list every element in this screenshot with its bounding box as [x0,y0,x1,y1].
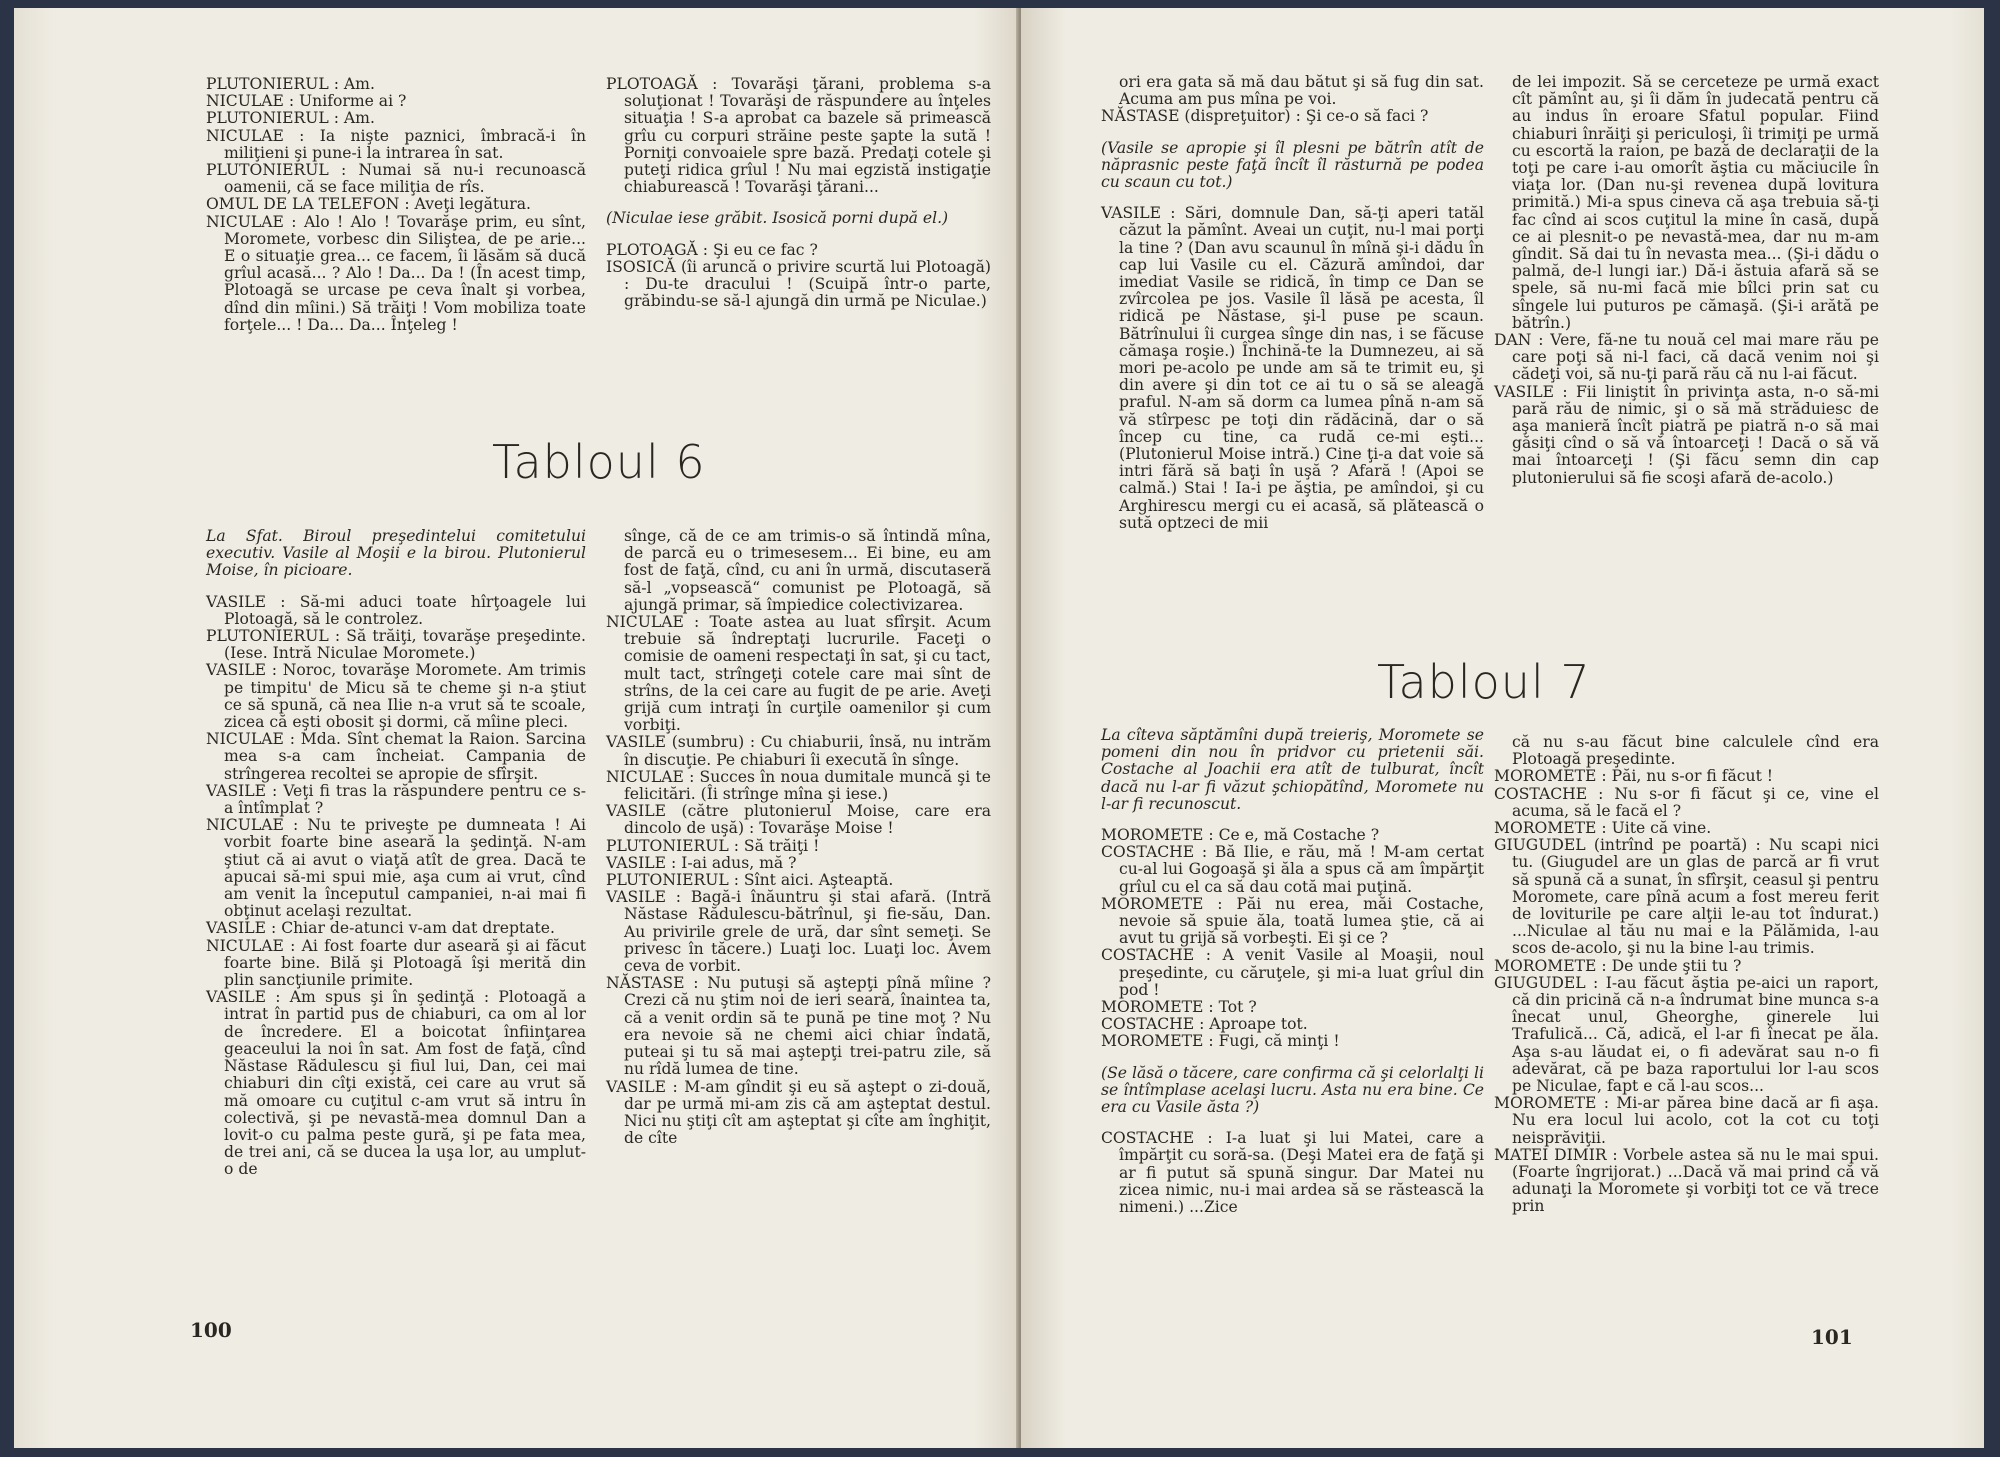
paragraph: ISOSICĂ (îi aruncă o privire scurtă lui Plotoagă) : Du-te dracului ! (Scuipă într-o parte, grăbindu-se să-l ajungă din urmă pe Niculae.) [606,257,991,311]
paragraph: VASILE : Bagă-i înăuntru şi stai afară. (Intră Năstase Rădulescu-bătrînul, şi fie-său, Dan. Au privirile grele de ură, dar sînt semeţi. Se privesc în tăcere.) Luaţi loc. Luaţi loc. Avem ceva de vorbit. [606,888,991,976]
paragraph: VASILE : Să-mi aduci toate hîrţoagele lui Plotoagă, să le controlez. [206,592,586,628]
section-heading-tabloul-7: Tabloul 7 [1377,655,1591,709]
paragraph: PLUTONIERUL : Să trăiţi, tovarăşe preşedinte. (Iese. Intră Niculae Moromete.) [206,627,586,663]
paragraph: MATEI DIMIR : Vorbele astea să nu le mai spui. (Foarte îngrijorat.) ...Dacă vă mai prind că vă adunaţi la Moromete şi vorbiţi tot ce vă trece prin [1494,1145,1879,1216]
paragraph: NICULAE : Succes în noua dumitale muncă şi te felicitări. (Îi strînge mîna şi iese.) [606,767,991,804]
paragraph: MOROMETE : Păi nu erea, măi Costache, nevoie să spuie ăla, toată lumea ştie, că ai avut tu grijă să vorbeşti. Ei şi ce ? [1101,894,1484,948]
paragraph: COSTACHE : I-a luat şi lui Matei, care a împărţit cu soră-sa. (Deşi Matei era de faţă şi ar fi putut să spună singur. Dar Matei nu zicea nimic, nu-i mai ardea să se răstească la nimeni.) ...Zice [1101,1129,1484,1217]
paragraph: NICULAE : Ia nişte paznici, îmbracă-i în miliţieni şi pune-i la intrarea în sat. [206,126,586,162]
paragraph: NICULAE : Mda. Sînt chemat la Raion. Sarcina mea s-a cam încheiat. Campania de strîngerea recoltei se apropie de sfîrşit. [206,730,586,783]
paragraph: MOROMETE : Fugi, că minţi ! [1101,1032,1340,1051]
paragraph: NICULAE : Nu te priveşte pe dumneata ! Ai vorbit foarte bine aseară la şedinţă. N-am ştiut că ai avut o viaţă atît de grea. Dacă te apucai să-mi spui mie, aşa cum ai vrut, cînd am venit la începutul campaniei, n-ai mai fi obţinut acelaşi rezultat. [206,816,586,921]
paragraph: COSTACHE : Bă Ilie, e rău, mă ! M-am certat cu-al lui Gogoaşă şi ăla a spus că am împărţit grîul cu el ca să dau cotă mai puţină. [1101,843,1484,896]
paragraph: MOROMETE : Tot ? [1101,998,1257,1017]
paragraph: sînge, că de ce am trimis-o să întindă mîna, de parcă eu o trimesesem... Ei bine, eu am fost de faţă, cînd, cu ani în urmă, discutaseră să-l „vopsească“ comunist pe Plotoagă, să ajungă primar, să împiedice colectivizarea. [624,527,991,614]
paragraph: MOROMETE : Uite că vine. [1494,819,1712,838]
paragraph: VASILE : Noroc, tovarăşe Moromete. Am trimis pe timpitu' de Micu să te cheme şi n-a ştiut ce să spună, că nea Ilie n-a vrut să te scoale, zicea că eşti obosit şi dormi, că mîine pleci. [206,661,586,732]
paragraph: GIUGUDEL : I-au făcut ăştia pe-aici un raport, că din pricină că n-a îndrumat bine munca s-a înecat unul, Gheorghe, ginerele lui Trafulică... Că, adică, el l-ar fi înecat pe ăla. Aşa s-au lăudat ei, o fi adevărat sau n-o fi adevărat, că pe baza raportului lor l-au scos pe Niculae, fapt e că l-au scos... [1494,973,1879,1096]
left-col2-bottom [606,528,991,1147]
page-number: 101 [1811,1325,1853,1349]
left-page [14,8,1019,1448]
paragraph: OMUL DE LA TELEFON : Aveţi legătura. [206,195,531,214]
paragraph: de lei impozit. Să se cerceteze pe urmă exact cît pămînt au, şi îi dăm în judecată pentru că au indus în eroare Sfatul popular. Fiind chiaburi înrăiţi şi periculoşi, îi trimiţi pe urmă cu escortă la raion, pe bază de declaraţii de la toţi pe care i-au omorît ăştia cu măciucile în viaţa lor. (Dan nu-şi revenea după lovitura primită.) Mi-a spus cineva că aşa trebuia să-ţi fac cînd ai scos cuţitul la mine în casă, după ce ai plesnit-o pe nevastă-mea, dar nu m-am gîndit. Să dai tu în nevasta mea... (Şi-i dădu o palmă, de-l lungi iar.) Dă-i ăstuia afară să se spele, să nu-mi facă mie bîlci prin sat cu sîngele lui puturos pe cămaşă. (Şi-i arătă pe bătrîn.) [1512,73,1879,332]
paragraph: MOROMETE : Păi, nu s-or fi făcut ! [1494,767,1774,786]
left-col2-top [606,76,991,310]
paragraph: COSTACHE : Nu s-or fi făcut şi ce, vine el acuma, să le facă el ? [1494,784,1879,820]
paragraph: VASILE (către plutonierul Moise, care era dincolo de uşă) : Tovarăşe Moise ! [606,802,991,838]
page-number: 100 [190,1318,232,1342]
paragraph: PLOTOAGĂ : Şi eu ce fac ? [606,240,818,259]
paragraph: GIUGUDEL (intrînd pe poartă) : Nu scapi nici tu. (Giugudel are un glas de parcă ar fi vrut să spună că a sunat, în sfîrşit, ceasul şi pentru Moromete, care pînă acum a fost mereu ferit de loviturile pe care alţii le-au tot îndurat.) ...Niculae al tău nu mai e la Pălămida, l-au scos de-acolo, şi nu la bine l-au trimis. [1494,836,1879,958]
right-col1-top [1101,74,1484,532]
right-col2-bottom [1494,734,1879,1216]
paragraph: VASILE : M-am gîndit şi eu să aştept o zi-două, dar pe urmă mi-am zis că am aşteptat destul. Nici nu ştiţi cît am aşteptat şi cîte am înghiţit, de cîte [606,1077,991,1148]
section-heading-tabloul-6: Tabloul 6 [492,435,706,489]
paragraph: VASILE (sumbru) : Cu chiaburii, însă, nu intrăm în discuţie. Pe chiaburi îi execută în sînge. [606,733,991,769]
stage-direction: (Se lăsă o tăcere, care confirma că şi celorlalţi li se întîmplase acelaşi lucru. Asta nu era bine. Ce era cu Vasile ăsta ?) [1101,1063,1484,1117]
paragraph: MOROMETE : De unde ştii tu ? [1494,956,1742,975]
paragraph: NĂSTASE (dispreţuitor) : Şi ce-o să faci ? [1101,107,1429,126]
paragraph: VASILE : Am spus şi în şedinţă : Plotoagă a intrat în partid pus de chiaburi, ca om al lor de încredere. El a boicotat înfiinţarea geaceului la noi în sat. Am fost de faţă, cînd Năstase Rădulescu şi fiul lui, Dan, cei mai chiaburi din cîţi există, cei care au vrut să mă omoare cu cuţitul c-am vrut să intru în colectivă, şi pe nevastă-mea domnul Dan a lovit-o cu palma peste gură, şi pe fata mea, de trei ani, că se ducea la uşa lor, au umplut-o de [206,988,586,1179]
paragraph: PLOTOAGĂ : Tovarăşi ţărani, problema s-a soluţionat ! Tovarăşi de răspundere au înţeles situaţia ! S-a aprobat ca bazele să primească grîu cu corpuri străine peste şapte la sută ! Porniţi convoaiele spre bază. Predaţi cotele şi puteţi ridica grîul ! Nu mai egzistă instigaţie chiaburească ! Tovarăşi ţărani... [606,75,991,197]
stage-direction: (Vasile se apropie şi îl plesni pe bătrîn atît de năprasnic peste faţă încît îl răsturnă pe podea cu scaun cu tot.) [1101,138,1484,192]
paragraph: NĂSTASE : Nu putuşi să aştepţi pînă mîine ? Crezi că nu ştim noi de ieri seară, înaintea ta, că a venit ordin să te pună pe tine moţ ? Nu era nevoie să ne chemi aici chiar îndată, puteai şi tu să mai aştepţi trei-patru zile, să nu rîdă lumea de tine. [606,974,991,1079]
right-page [1021,8,1984,1448]
paragraph: PLUTONIERUL : Am. [206,75,375,93]
paragraph: NICULAE : Toate astea au luat sfîrşit. Acum trebuie să îndreptaţi lucrurile. Faceţi o comisie de oameni respectaţi în sat, şi cu tact, mult tact, strîngeţi cotele care mai sînt de strîns, de la cei care au fugit de pe arie. Aveţi grijă cum intraţi în curţile oamenilor şi cum vorbiţi. [606,613,991,735]
paragraph: MOROMETE : Mi-ar părea bine dacă ar fi aşa. Nu era locul lui acolo, cot la cot cu toţi neisprăviţii. [1494,1094,1879,1147]
paragraph: PLUTONIERUL : Numai să nu-i recunoască oamenii, că se face miliţia de rîs. [206,161,586,197]
paragraph: că nu s-au făcut bine calculele cînd era Plotoagă preşedinte. [1512,733,1879,769]
stage-direction: La Sfat. Biroul preşedintelui comitetului executiv. Vasile al Moşii e la birou. Plutonierul Moise, în picioare. [206,527,586,580]
paragraph: VASILE : Sări, domnule Dan, să-ţi aperi tatăl căzut la pămînt. Aveai un cuţit, nu-l mai porţi la tine ? (Dan avu scaunul în mînă şi-i dădu în cap lui Vasile cu el. Căzură amîndoi, dar imediat Vasile se ridică, în timp ce Dan se zvîrcolea pe jos. Vasile îl lăsă pe acesta, îl ridică pe Năstase, şi-l puse pe scaun. Bătrînului îi curgea sînge din nas, i se făcuse cămaşa roşie.) Închină-te la Dumnezeu, ai să mori pe-acolo pe unde am să te trimit eu, şi din avere şi din tot ce ai tu o să se aleagă praful. N-am să dorm ca lumea pînă n-am să vă stîrpesc pe toţi din rădăcină, dar o să încep cu tine, ca rudă ce-mi eşti... (Plutonierul Moise intră.) Cine ţi-a dat voie să intri fără să baţi în uşă ? Afară ! (Apoi se calmă.) Stai ! Ia-i pe ăştia, pe amîndoi, şi cu Arghirescu mergi cu ei acasă, să plătească o sută optzeci de mii [1101,204,1484,532]
paragraph: COSTACHE : Aproape tot. [1101,1015,1308,1034]
paragraph: VASILE : I-ai adus, mă ? [606,853,797,872]
paragraph: ori era gata să mă dau bătut şi să fug din sat. Acuma am pus mîna pe voi. [1119,73,1484,109]
paragraph: PLUTONIERUL : Am. [206,109,375,128]
right-col1-bottom [1101,727,1484,1216]
left-col1-bottom [206,528,586,1179]
paragraph: NICULAE : Alo ! Alo ! Tovarăşe prim, eu sînt, Moromete, vorbesc din Siliştea, de pe arie... E o situaţie grea... ce facem, îi lăsăm să ducă grîul acasă... ? Alo ! Da... Da ! (În acest timp, Plotoagă se urcase pe ceva înalt şi vorbea, dînd din mîini.) Să trăiţi ! Vom mobiliza toate forţele... ! Da... Da... Înţeleg ! [206,212,586,334]
paragraph: NICULAE : Ai fost foarte dur aseară şi ai făcut foarte bine. Bilă şi Plotoagă îşi merită din plin sancţiunile primite. [206,936,586,990]
right-col2-top [1494,74,1879,487]
paragraph: PLUTONIERUL : Sînt aici. Aşteaptă. [606,871,894,890]
paragraph: DAN : Vere, fă-ne tu nouă cel mai mare rău pe care poţi să ni-l faci, că dacă venim noi şi cădeţi voi, să nu-ţi pară rău că nu l-ai făcut. [1494,331,1879,384]
left-col1-top [206,76,586,334]
paragraph: VASILE : Chiar de-atunci v-am dat dreptate. [206,919,555,938]
paragraph: VASILE : Fii liniştit în privinţa asta, n-o să-mi pară rău de nimic, şi o să mă străduiesc de aşa manieră încît piatră pe piatră n-o să mai găsiţi cînd o să vă întoarceţi ! Dacă o să vă mai întoarceţi ! (Şi făcu semn din cap plutonierului să fie scoşi afară de-acolo.) [1494,382,1879,487]
paragraph: MOROMETE : Ce e, mă Costache ? [1101,826,1380,845]
paragraph: VASILE : Veţi fi tras la răspundere pentru ce s-a întîmplat ? [206,781,586,818]
stage-direction: (Niculae iese grăbit. Isosică porni după el.) [606,209,949,228]
stage-direction: La cîteva săptămîni după treieriş, Moromete se pomeni din nou în pridvor cu prietenii săi. Costache al Joachii era atît de tulburat, încît dacă nu l-ar fi văzut şchiopătînd, Moromete nu l-ar fi recunoscut. [1101,726,1484,813]
paragraph: COSTACHE : A venit Vasile al Moaşii, noul preşedinte, cu căruţele, şi mi-a luat grîul din pod ! [1101,946,1484,999]
paragraph: NICULAE : Uniforme ai ? [206,92,407,111]
paragraph: PLUTONIERUL : Să trăiţi ! [606,836,820,855]
